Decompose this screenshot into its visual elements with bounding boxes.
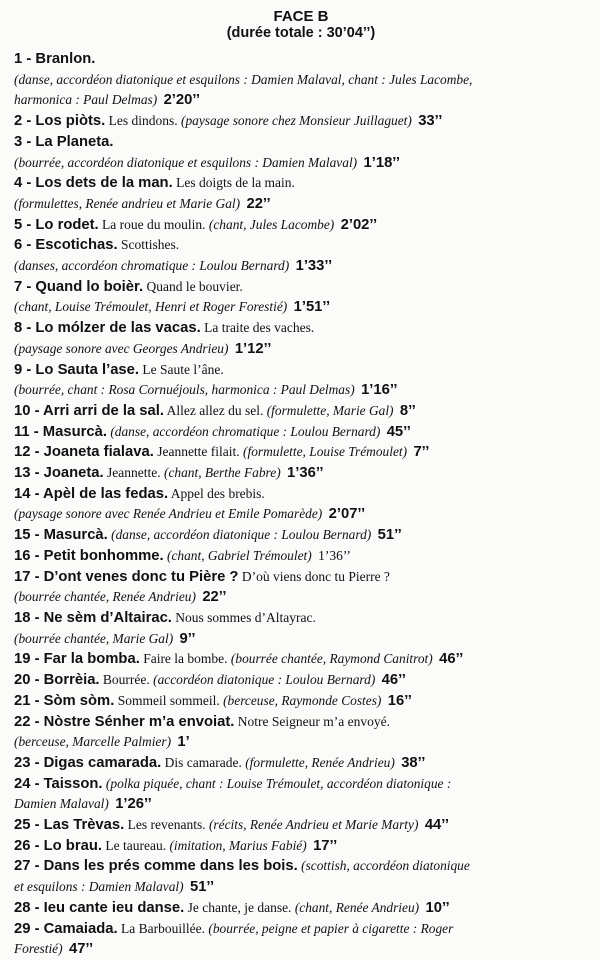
track-line (14, 753, 588, 774)
track-line (14, 360, 588, 381)
track-duration: 46’’ (439, 651, 464, 668)
track-line (14, 649, 588, 670)
track-credits: (berceuse, Raymonde Costes) (223, 692, 382, 708)
track-translation: Nous sommes d’Altayrac. (175, 609, 316, 625)
track-line (14, 856, 588, 877)
track-credits: harmonica : Paul Delmas) (14, 92, 158, 108)
track-credits: (danse, accordéon diatonique : Loulou Bernard) (111, 527, 372, 543)
track-duration: 16’’ (387, 692, 412, 709)
track-line (14, 525, 588, 546)
track-duration: 8’’ (399, 402, 416, 419)
track-duration: 33’’ (418, 113, 443, 130)
track-title: 16 - Petit bonhomme. (14, 547, 164, 564)
track-line (14, 836, 588, 857)
track-line (14, 215, 588, 236)
track-duration: 1’33’’ (295, 258, 333, 275)
track-duration: 1’16’’ (361, 382, 398, 399)
track-line (14, 712, 588, 733)
track-translation: Appel des brebis. (170, 485, 265, 501)
track-title: 18 - Ne sèm d’Altairac. (14, 609, 172, 626)
track-translation: Le Saute l’âne. (142, 361, 224, 377)
track-line (14, 235, 588, 256)
track-translation: La traite des vaches. (204, 320, 315, 336)
track-title: 20 - Borrèia. (14, 672, 100, 689)
track-line (14, 815, 588, 836)
track-line (14, 484, 588, 505)
track-line (14, 277, 588, 298)
track-line (14, 691, 588, 712)
track-line (14, 442, 588, 463)
track-credits: (danse, accordéon chromatique : Loulou Bernard) (110, 423, 381, 439)
track-line (14, 297, 588, 318)
track-title: 21 - Sòm sòm. (14, 692, 115, 709)
track-line (14, 629, 588, 650)
track-title: 10 - Arri arri de la sal. (14, 402, 164, 419)
track-title: 8 - Lo mólzer de las vacas. (14, 320, 201, 337)
track-line (14, 111, 588, 132)
track-translation: Jeannette filait. (157, 444, 240, 460)
track-line (14, 318, 588, 339)
track-title: 11 - Masurcà. (14, 423, 107, 440)
track-duration: 1’18’’ (363, 154, 400, 171)
track-duration: 7’’ (413, 444, 430, 461)
track-line (14, 90, 588, 111)
track-line (14, 877, 588, 898)
track-translation: Je chante, je danse. (187, 899, 292, 915)
track-translation: Notre Seigneur m’a envoyé. (237, 713, 390, 729)
track-line (14, 504, 588, 525)
track-duration: 44’’ (424, 817, 449, 834)
track-line (14, 401, 588, 422)
track-credits: et esquilons : Damien Malaval) (14, 879, 184, 895)
track-line (14, 339, 588, 360)
track-duration: 1’36’’ (318, 547, 351, 563)
track-credits: (danse, accordéon diatonique et esquilons : Damien Malaval, chant : Jules Lacombe, (14, 71, 473, 87)
track-credits: (bourrée, chant : Rosa Cornuéjouls, harmonica : Paul Delmas) (14, 382, 355, 398)
track-title: 28 - Ieu cante ieu danse. (14, 899, 185, 916)
track-credits: (imitation, Marius Fabié) (169, 837, 307, 853)
track-credits: (formulette, Louise Trémoulet) (243, 444, 408, 460)
track-duration: 2’20’’ (163, 92, 201, 109)
track-duration: 46’’ (381, 672, 406, 689)
track-line (14, 194, 588, 215)
track-title: 2 - Los piòts. (14, 113, 106, 130)
track-duration: 51’’ (189, 879, 215, 896)
track-translation: Les revenants. (127, 817, 206, 833)
track-line (14, 567, 588, 588)
track-translation: Sommeil sommeil. (117, 692, 220, 708)
track-line (14, 774, 588, 795)
track-line (14, 794, 588, 815)
track-credits: (accordéon diatonique : Loulou Bernard) (153, 672, 376, 688)
track-duration: 2’07’’ (328, 506, 366, 523)
track-title: 7 - Quand lo boièr. (14, 278, 144, 295)
track-title: 13 - Joaneta. (14, 465, 104, 482)
track-credits: (berceuse, Marcelle Palmier) (14, 734, 172, 750)
track-credits: (formulette, Marie Gal) (266, 402, 394, 418)
track-duration: 38’’ (401, 754, 426, 771)
track-credits: (paysage sonore avec Renée Andrieu et Emile Pomarède) (14, 506, 323, 522)
track-title: 23 - Digas camarada. (14, 754, 162, 771)
track-credits: (bourrée, peigne et papier à cigarette : Roger (208, 920, 454, 936)
track-credits: Forestié) (14, 941, 63, 957)
track-title: 4 - Los dets de la man. (14, 175, 173, 192)
track-translation: Scottishes. (121, 237, 180, 253)
track-title: 6 - Escotichas. (14, 237, 118, 254)
track-duration: 1’26’’ (115, 796, 152, 813)
track-credits: (formulette, Renée Andrieu) (245, 754, 395, 770)
track-credits: (chant, Renée Andrieu) (294, 899, 420, 915)
track-title: 15 - Masurcà. (14, 527, 108, 544)
track-translation: Allez allez du sel. (166, 402, 264, 418)
track-line (14, 670, 588, 691)
track-duration: 22’’ (246, 195, 271, 212)
track-title: 17 - D’ont venes donc tu Pière ? (14, 568, 239, 585)
track-duration: 2’02’’ (340, 216, 378, 233)
track-line (14, 546, 588, 567)
track-credits: (récits, Renée Andrieu et Marie Marty) (208, 817, 419, 833)
header (14, 8, 588, 42)
track-line (14, 380, 588, 401)
track-credits: (chant, Jules Lacombe) (208, 216, 335, 232)
track-duration: 1’ (177, 734, 190, 751)
track-credits: (bourrée chantée, Raymond Canitrot) (230, 651, 433, 667)
track-translation: Les doigts de la main. (176, 175, 295, 191)
track-list (14, 49, 588, 960)
track-title: 9 - Lo Sauta l’ase. (14, 361, 139, 378)
page-subtitle: (durée totale : 30’04’’) (226, 25, 376, 41)
track-duration: 45’’ (386, 423, 411, 440)
track-credits: (bourrée chantée, Marie Gal) (14, 630, 174, 646)
track-line (14, 898, 588, 919)
track-title: 22 - Nòstre Sénher m’a envoiat. (14, 713, 235, 730)
track-translation: Quand le bouvier. (146, 278, 243, 294)
track-title: 5 - Lo rodet. (14, 216, 99, 233)
track-line (14, 422, 588, 443)
track-line (14, 732, 588, 753)
track-credits: (danses, accordéon chromatique : Loulou Bernard) (14, 258, 290, 274)
track-title: 24 - Taisson. (14, 775, 103, 792)
track-translation: Le taureau. (105, 837, 167, 853)
track-duration: 1’12’’ (234, 340, 272, 357)
track-translation: D’où viens donc tu Pierre ? (241, 568, 390, 584)
track-credits: (bourrée chantée, Renée Andrieu) (14, 589, 196, 605)
track-credits: (paysage sonore chez Monsieur Juillaguet) (181, 113, 412, 129)
track-duration: 51’’ (377, 527, 402, 544)
track-line (14, 463, 588, 484)
track-duration: 22’’ (202, 589, 227, 606)
track-title: 19 - Far la bomba. (14, 651, 140, 668)
track-translation: Bourrée. (102, 672, 150, 688)
track-credits: Damien Malaval) (14, 796, 109, 812)
track-line (14, 49, 588, 70)
track-credits: (paysage sonore avec Georges Andrieu) (14, 340, 229, 356)
track-translation: Faire la bombe. (143, 651, 228, 667)
track-title: 29 - Camaiada. (14, 920, 118, 937)
track-translation: Dis camarade. (164, 754, 242, 770)
track-line (14, 173, 588, 194)
track-line (14, 587, 588, 608)
track-line (14, 132, 588, 153)
track-credits: (formulettes, Renée andrieu et Marie Gal) (14, 195, 241, 211)
track-line (14, 256, 588, 277)
track-credits: (chant, Berthe Fabre) (164, 465, 281, 481)
track-credits: (scottish, accordéon diatonique (301, 858, 470, 874)
track-line (14, 608, 588, 629)
track-duration: 9’’ (179, 630, 196, 647)
track-title: 25 - Las Trèvas. (14, 817, 125, 834)
track-title: 27 - Dans les prés comme dans les bois. (14, 858, 298, 875)
track-line (14, 939, 588, 960)
track-duration: 1’51’’ (293, 299, 331, 316)
track-duration: 17’’ (313, 837, 338, 854)
page-title: FACE B (273, 8, 329, 25)
track-title: 3 - La Planeta. (14, 133, 114, 150)
track-title: 12 - Joaneta fialava. (14, 444, 154, 461)
track-title: 26 - Lo brau. (14, 837, 102, 854)
track-translation: Jeannette. (107, 465, 161, 481)
track-duration: 10’’ (425, 899, 450, 916)
track-credits: (chant, Louise Trémoulet, Henri et Roger Forestié) (14, 299, 288, 315)
track-translation: La roue du moulin. (102, 216, 206, 232)
track-translation: La Barbouillée. (121, 920, 205, 936)
track-duration: 1’36’’ (287, 465, 324, 482)
track-credits: (bourrée, accordéon diatonique et esquilons : Damien Malaval) (14, 154, 358, 170)
track-duration: 47’’ (68, 941, 94, 958)
track-credits: (polka piquée, chant : Louise Trémoulet, accordéon diatonique : (105, 775, 452, 791)
track-credits: (chant, Gabriel Trémoulet) (167, 547, 312, 563)
track-title: 14 - Apèl de las fedas. (14, 485, 169, 502)
track-line (14, 153, 588, 174)
track-line (14, 70, 588, 91)
track-translation: Les dindons. (108, 113, 178, 129)
track-title: 1 - Branlon. (14, 51, 96, 67)
track-line (14, 919, 588, 940)
